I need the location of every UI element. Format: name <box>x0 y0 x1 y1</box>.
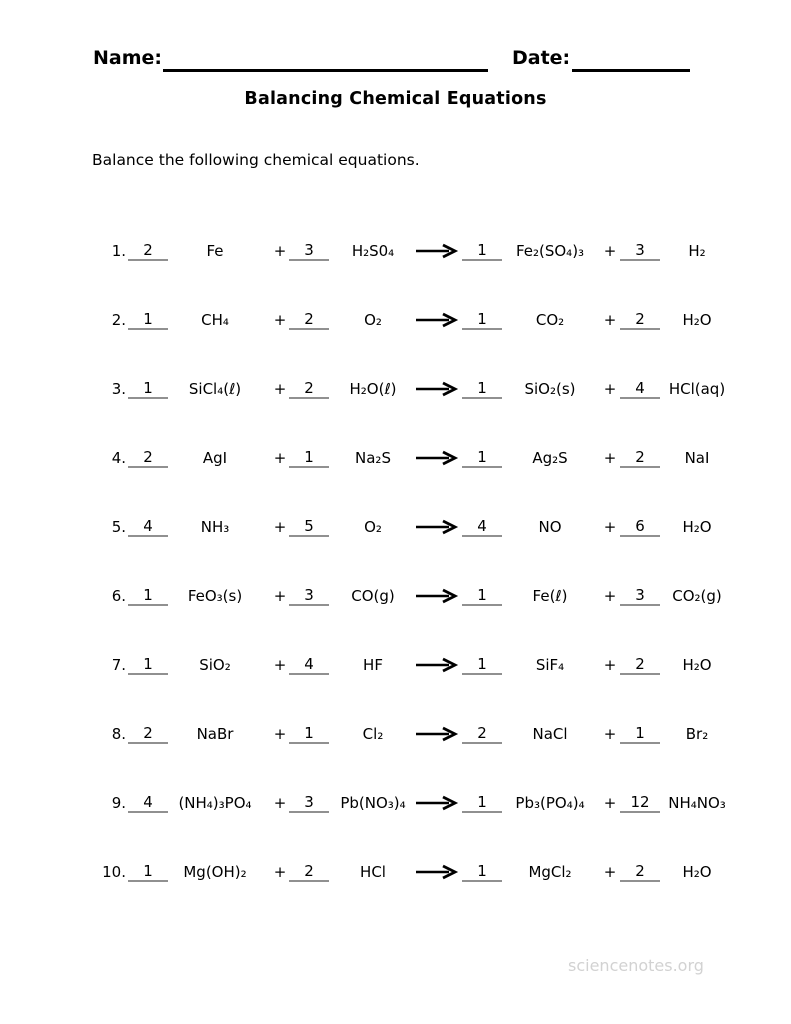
equation-list <box>0 216 791 906</box>
coefficient-value-3: 1 <box>462 380 502 399</box>
coefficient-value-3: 1 <box>462 656 502 675</box>
plus-icon: + <box>603 586 617 605</box>
coefficient-value-2: 3 <box>289 794 329 813</box>
yields-arrow-icon <box>415 726 459 742</box>
coefficient-blank-3 <box>462 724 502 744</box>
coefficient-blank-2 <box>289 310 329 330</box>
coefficient-blank-1 <box>128 586 168 606</box>
reactant-formula-2: HCl <box>360 862 386 881</box>
plus-icon: + <box>603 793 617 812</box>
plus-icon: + <box>273 586 287 605</box>
plus-icon: + <box>603 724 617 743</box>
reactant-formula-2: Na₂S <box>355 448 391 467</box>
coefficient-value-4: 1 <box>620 725 660 744</box>
name-blank-line <box>163 69 488 72</box>
coefficient-value-1: 1 <box>128 380 168 399</box>
coefficient-value-1: 4 <box>128 518 168 537</box>
coefficient-value-2: 2 <box>289 863 329 882</box>
coefficient-blank-4 <box>620 655 660 675</box>
coefficient-value-2: 2 <box>289 380 329 399</box>
date-label: Date: <box>512 47 571 69</box>
plus-icon: + <box>273 241 287 260</box>
coefficient-value-3: 1 <box>462 311 502 330</box>
coefficient-value-3: 1 <box>462 863 502 882</box>
plus-icon: + <box>603 862 617 881</box>
product-formula-1: SiF₄ <box>535 655 565 674</box>
coefficient-blank-1 <box>128 379 168 399</box>
coefficient-blank-4 <box>620 586 660 606</box>
coefficient-value-2: 3 <box>289 242 329 261</box>
coefficient-blank-4 <box>620 862 660 882</box>
product-formula-1: Fe(ℓ) <box>532 586 568 605</box>
plus-icon: + <box>273 517 287 536</box>
date-blank-line <box>572 69 690 72</box>
coefficient-blank-3 <box>462 379 502 399</box>
equation-row <box>0 216 791 285</box>
source-watermark: sciencenotes.org <box>568 956 704 975</box>
plus-icon: + <box>273 724 287 743</box>
yields-arrow-icon <box>415 657 459 673</box>
reactant-formula-1: SiO₂ <box>199 655 231 674</box>
coefficient-blank-2 <box>289 793 329 813</box>
plus-icon: + <box>603 379 617 398</box>
reactant-formula-2: HF <box>363 655 383 674</box>
yields-arrow-icon <box>415 795 459 811</box>
coefficient-blank-3 <box>462 310 502 330</box>
plus-icon: + <box>273 655 287 674</box>
yields-arrow-icon <box>415 519 459 535</box>
reactant-formula-1: AgI <box>202 448 228 467</box>
equation-number: 5. <box>111 517 126 536</box>
coefficient-blank-2 <box>289 448 329 468</box>
coefficient-value-4: 2 <box>620 656 660 675</box>
product-formula-1: NO <box>538 517 562 536</box>
plus-icon: + <box>273 310 287 329</box>
coefficient-value-4: 2 <box>620 311 660 330</box>
coefficient-blank-4 <box>620 793 660 813</box>
coefficient-value-4: 6 <box>620 518 660 537</box>
reactant-formula-2: CO(g) <box>351 586 395 605</box>
coefficient-blank-2 <box>289 862 329 882</box>
coefficient-value-3: 2 <box>462 725 502 744</box>
coefficient-blank-4 <box>620 448 660 468</box>
yields-arrow-icon <box>415 450 459 466</box>
coefficient-value-1: 4 <box>128 794 168 813</box>
reactant-formula-2: H₂S0₄ <box>351 241 395 260</box>
equation-number: 7. <box>111 655 126 674</box>
reactant-formula-1: NaBr <box>196 724 234 743</box>
yields-arrow-icon <box>415 588 459 604</box>
coefficient-blank-1 <box>128 310 168 330</box>
product-formula-2: CO₂(g) <box>672 586 722 605</box>
coefficient-blank-2 <box>289 517 329 537</box>
product-formula-1: CO₂ <box>535 310 565 329</box>
coefficient-value-4: 2 <box>620 449 660 468</box>
equation-number: 2. <box>111 310 126 329</box>
reactant-formula-2: Pb(NO₃)₄ <box>340 793 406 812</box>
coefficient-value-1: 1 <box>128 311 168 330</box>
coefficient-value-2: 1 <box>289 449 329 468</box>
product-formula-2: NH₄NO₃ <box>668 793 726 812</box>
reactant-formula-1: NH₃ <box>200 517 230 536</box>
equation-number: 6. <box>111 586 126 605</box>
coefficient-value-4: 2 <box>620 863 660 882</box>
reactant-formula-2: H₂O(ℓ) <box>349 379 397 398</box>
equation-row <box>0 630 791 699</box>
coefficient-blank-1 <box>128 655 168 675</box>
equation-row <box>0 837 791 906</box>
coefficient-value-2: 4 <box>289 656 329 675</box>
reactant-formula-1: Fe <box>206 241 224 260</box>
product-formula-2: H₂O <box>682 862 712 881</box>
coefficient-blank-3 <box>462 517 502 537</box>
coefficient-value-3: 1 <box>462 449 502 468</box>
coefficient-blank-1 <box>128 793 168 813</box>
equation-number: 9. <box>111 793 126 812</box>
plus-icon: + <box>273 448 287 467</box>
coefficient-blank-1 <box>128 724 168 744</box>
product-formula-2: Br₂ <box>685 724 709 743</box>
reactant-formula-1: CH₄ <box>201 310 229 329</box>
coefficient-value-1: 2 <box>128 449 168 468</box>
product-formula-2: H₂ <box>688 241 706 260</box>
equation-row <box>0 561 791 630</box>
coefficient-blank-4 <box>620 724 660 744</box>
reactant-formula-1: (NH₄)₃PO₄ <box>178 793 252 812</box>
plus-icon: + <box>603 655 617 674</box>
coefficient-blank-4 <box>620 241 660 261</box>
coefficient-blank-4 <box>620 517 660 537</box>
yields-arrow-icon <box>415 864 459 880</box>
reactant-formula-1: FeO₃(s) <box>187 586 243 605</box>
coefficient-blank-1 <box>128 448 168 468</box>
product-formula-2: H₂O <box>682 517 712 536</box>
product-formula-1: NaCl <box>532 724 568 743</box>
coefficient-value-1: 1 <box>128 863 168 882</box>
coefficient-value-2: 1 <box>289 725 329 744</box>
equation-row <box>0 699 791 768</box>
coefficient-value-2: 2 <box>289 311 329 330</box>
product-formula-1: MgCl₂ <box>528 862 572 881</box>
instruction-text: Balance the following chemical equations. <box>92 151 420 169</box>
coefficient-blank-1 <box>128 241 168 261</box>
coefficient-value-1: 1 <box>128 656 168 675</box>
equation-number: 1. <box>111 241 126 260</box>
reactant-formula-2: Cl₂ <box>362 724 384 743</box>
plus-icon: + <box>273 379 287 398</box>
plus-icon: + <box>603 448 617 467</box>
coefficient-value-2: 5 <box>289 518 329 537</box>
coefficient-blank-3 <box>462 448 502 468</box>
coefficient-value-1: 2 <box>128 242 168 261</box>
equation-number: 10. <box>102 862 126 881</box>
name-label: Name: <box>93 47 163 69</box>
reactant-formula-2: O₂ <box>364 517 382 536</box>
reactant-formula-1: Mg(OH)₂ <box>183 862 247 881</box>
plus-icon: + <box>603 241 617 260</box>
reactant-formula-2: O₂ <box>364 310 382 329</box>
coefficient-blank-2 <box>289 379 329 399</box>
coefficient-blank-3 <box>462 586 502 606</box>
plus-icon: + <box>273 862 287 881</box>
coefficient-blank-2 <box>289 241 329 261</box>
coefficient-value-3: 1 <box>462 587 502 606</box>
coefficient-blank-4 <box>620 379 660 399</box>
coefficient-blank-2 <box>289 586 329 606</box>
coefficient-blank-3 <box>462 241 502 261</box>
coefficient-value-3: 1 <box>462 242 502 261</box>
coefficient-value-1: 2 <box>128 725 168 744</box>
coefficient-blank-3 <box>462 655 502 675</box>
coefficient-blank-3 <box>462 793 502 813</box>
coefficient-value-2: 3 <box>289 587 329 606</box>
coefficient-blank-2 <box>289 724 329 744</box>
page-title: Balancing Chemical Equations <box>244 89 547 109</box>
plus-icon: + <box>603 310 617 329</box>
equation-number: 8. <box>111 724 126 743</box>
equation-row <box>0 285 791 354</box>
reactant-formula-1: SiCl₄(ℓ) <box>188 379 242 398</box>
coefficient-value-3: 4 <box>462 518 502 537</box>
product-formula-1: Pb₃(PO₄)₄ <box>515 793 585 812</box>
coefficient-blank-3 <box>462 862 502 882</box>
product-formula-2: H₂O <box>682 310 712 329</box>
yields-arrow-icon <box>415 312 459 328</box>
coefficient-blank-2 <box>289 655 329 675</box>
product-formula-2: HCl(aq) <box>668 379 726 398</box>
yields-arrow-icon <box>415 381 459 397</box>
product-formula-1: Fe₂(SO₄)₃ <box>515 241 585 260</box>
coefficient-blank-4 <box>620 310 660 330</box>
product-formula-2: NaI <box>684 448 710 467</box>
equation-row <box>0 768 791 837</box>
coefficient-blank-1 <box>128 517 168 537</box>
yields-arrow-icon <box>415 243 459 259</box>
equation-number: 4. <box>111 448 126 467</box>
equation-row <box>0 423 791 492</box>
coefficient-blank-1 <box>128 862 168 882</box>
equation-number: 3. <box>111 379 126 398</box>
plus-icon: + <box>603 517 617 536</box>
product-formula-2: H₂O <box>682 655 712 674</box>
product-formula-1: SiO₂(s) <box>524 379 576 398</box>
plus-icon: + <box>273 793 287 812</box>
coefficient-value-3: 1 <box>462 794 502 813</box>
coefficient-value-4: 3 <box>620 242 660 261</box>
equation-row <box>0 492 791 561</box>
coefficient-value-4: 3 <box>620 587 660 606</box>
equation-row <box>0 354 791 423</box>
coefficient-value-1: 1 <box>128 587 168 606</box>
coefficient-value-4: 4 <box>620 380 660 399</box>
coefficient-value-4: 12 <box>620 794 660 813</box>
product-formula-1: Ag₂S <box>532 448 568 467</box>
